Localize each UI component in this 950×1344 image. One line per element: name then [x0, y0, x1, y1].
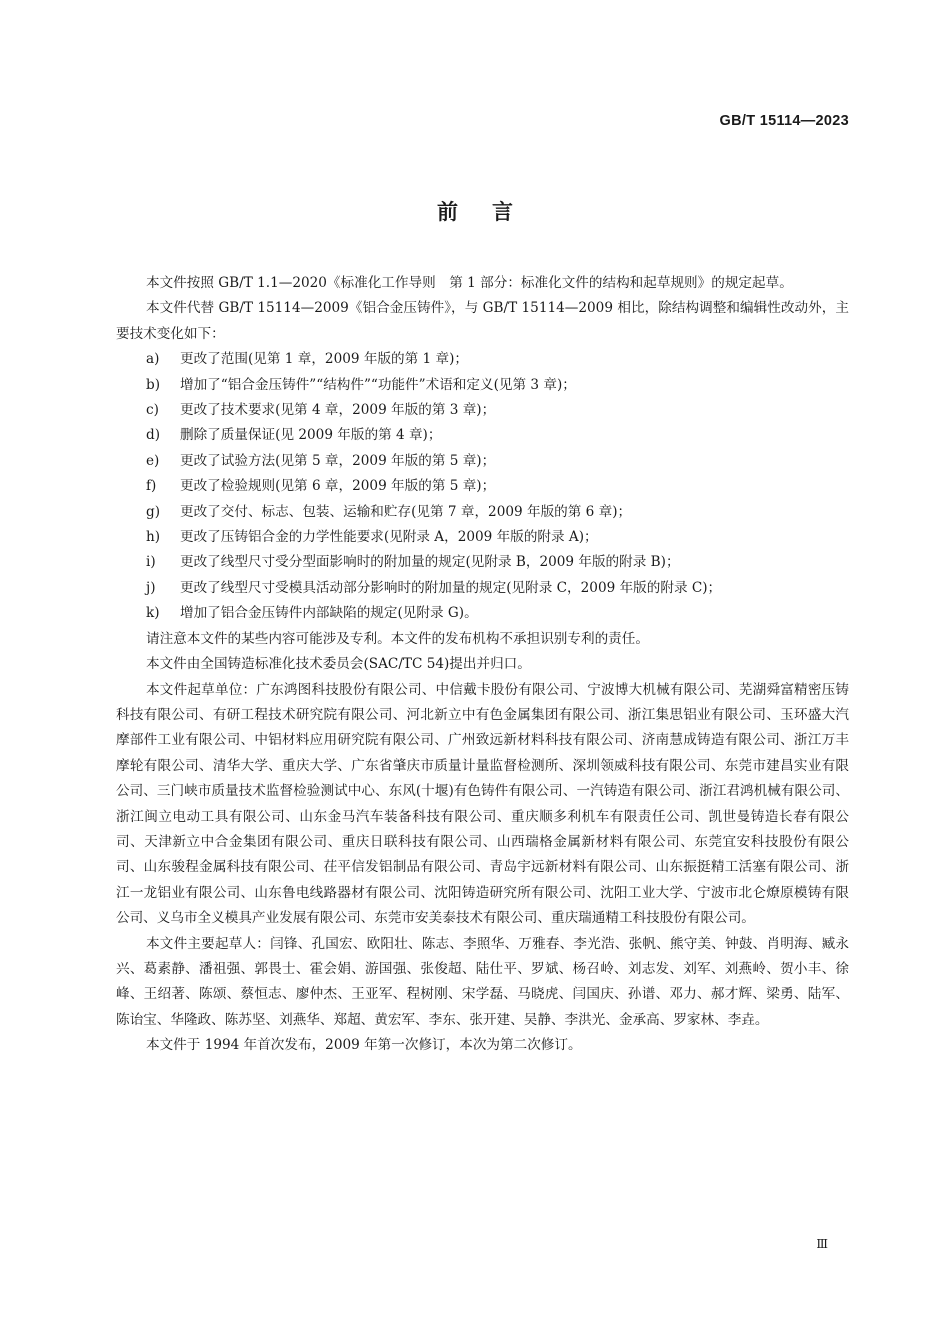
list-item: [116, 373, 849, 398]
list-marker: g): [146, 503, 161, 520]
list-text: 更改了交付、标志、包装、运输和贮存(见第 7 章，2009 年版的第 6 章)；: [180, 503, 632, 520]
list-marker: b): [146, 376, 161, 393]
list-item: [116, 500, 849, 525]
list-marker: k): [146, 605, 160, 622]
list-marker: a): [146, 351, 160, 368]
list-text: 增加了铝合金压铸件内部缺陷的规定(见附录 G)。: [180, 605, 478, 622]
list-text: 增加了“铝合金压铸件”“结构件”“功能件”术语和定义(见第 3 章)；: [180, 376, 576, 393]
list-text: 更改了线型尺寸受分型面影响时的附加量的规定(见附录 B，2009 年版的附录 B)；: [180, 554, 680, 571]
list-item: [116, 474, 849, 499]
list-item: [116, 601, 849, 626]
list-marker: d): [146, 427, 161, 444]
list-text: 更改了范围(见第 1 章，2009 年版的第 1 章)；: [180, 351, 469, 368]
list-marker: i): [146, 554, 156, 571]
paragraph-drafting-units: 本文件起草单位：广东鸿图科技股份有限公司、中信戴卡股份有限公司、宁波博大机械有限公司、芜湖舜富精密压铸科技有限公司、有研工程技术研究院有限公司、河北新立中有色金属集团有限公司、浙江集思铝业有限公司、玉环盛大汽摩部件工业有限公司、中铝材料应用研究院有限公司、广州致远新材料科技有限公司、济南慧成铸造有限公司、浙江万丰摩轮有限公司、清华大学、重庆大学、广东省肇庆市质量计量监督检测所、深圳领威科技有限公司、东莞市建昌实业有限公司、三门峡市质量技术监督检验测试中心、东风(十堰)有色铸件有限公司、一汽铸造有限公司、浙江君鸿机械有限公司、浙江闽立电动工具有限公司、山东金马汽车装备科技有限公司、重庆顺多利机车有限责任公司、凯世曼铸造长春有限公司、天津新立中合金集团有限公司、重庆日联科技有限公司、山西瑞格金属新材料有限公司、东莞宜安科技股份有限公司、山东骏程金属科技有限公司、茌平信发铝制品有限公司、青岛宇远新材料有限公司、山东振挺精工活塞有限公司、浙江一龙铝业有限公司、山东鲁电线路器材有限公司、沈阳铸造研究所有限公司、沈阳工业大学、宁波市北仑燎原模铸有限公司、义乌市全义模具产业发展有限公司、东莞市安美泰技术有限公司、重庆瑞通精工科技股份有限公司。: [116, 681, 849, 927]
list-item: [116, 423, 849, 448]
list-item: [116, 398, 849, 423]
list-item: [116, 550, 849, 575]
list-text: 更改了线型尺寸受模具活动部分影响时的附加量的规定(见附录 C，2009 年版的附录 C)；: [180, 579, 722, 596]
list-marker: f): [146, 478, 157, 495]
list-marker: h): [146, 529, 161, 546]
standard-number: GB/T 15114—2023: [719, 113, 849, 129]
list-text: 删除了质量保证(见 2009 年版的第 4 章)；: [180, 427, 442, 444]
page-number: Ⅲ: [816, 1237, 828, 1251]
list-text: 更改了压铸铝合金的力学性能要求(见附录 A，2009 年版的附录 A)；: [180, 529, 598, 546]
paragraph-proposer: 本文件由全国铸造标准化技术委员会(SAC/TC 54)提出并归口。: [146, 656, 531, 673]
changes-list: [116, 347, 849, 626]
paragraph-replacement: 本文件代替 GB/T 15114—2009《铝合金压铸件》，与 GB/T 15114—2009 相比，除结构调整和编辑性改动外，主要技术变化如下：: [116, 300, 849, 342]
paragraph-history: 本文件于 1994 年首次发布，2009 年第一次修订，本次为第二次修订。: [146, 1037, 582, 1054]
document-body: [116, 271, 849, 1059]
list-item: [116, 576, 849, 601]
paragraph-drafters: 本文件主要起草人：闫锋、孔国宏、欧阳壮、陈志、李照华、万雅春、李光浩、张帆、熊守美、钟鼓、肖明海、臧永兴、葛素静、潘祖强、郭畏士、霍会娟、游国强、张俊超、陆仕平、罗斌、杨召岭、刘志发、刘军、刘燕岭、贺小丰、徐峰、王绍著、陈颂、蔡恒志、廖仲杰、王亚军、程树刚、宋学磊、马晓虎、闫国庆、孙谱、邓力、郝才辉、梁勇、陆军、陈诒宝、华隆政、陈苏坚、刘燕华、郑超、黄宏军、李东、张开建、吴静、李洪光、金承高、罗家林、李垚。: [116, 935, 849, 1028]
paragraph-drafting-rules: 本文件按照 GB/T 1.1—2020《标准化工作导则 第 1 部分：标准化文件的结构和起草规则》的规定起草。: [146, 275, 793, 291]
list-marker: j): [146, 579, 156, 596]
list-marker: e): [146, 452, 160, 469]
list-item: [116, 525, 849, 550]
page-title: 前言: [437, 200, 547, 224]
paragraph-patent-notice: 请注意本文件的某些内容可能涉及专利。本文件的发布机构不承担识别专利的责任。: [146, 630, 649, 647]
list-marker: c): [146, 402, 159, 419]
list-text: 更改了技术要求(见第 4 章，2009 年版的第 3 章)；: [180, 402, 496, 419]
list-item: [116, 347, 849, 372]
list-item: [116, 449, 849, 474]
list-text: 更改了检验规则(见第 6 章，2009 年版的第 5 章)；: [180, 478, 496, 495]
list-text: 更改了试验方法(见第 5 章，2009 年版的第 5 章)；: [180, 452, 496, 469]
